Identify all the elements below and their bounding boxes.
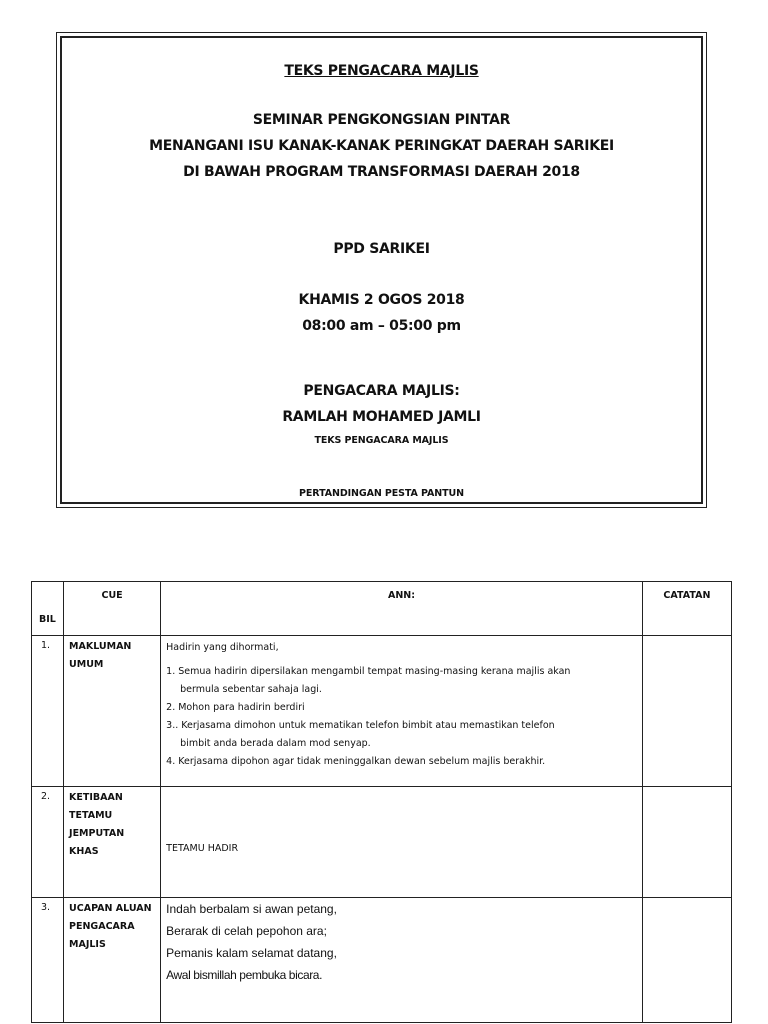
table-row [32, 898, 732, 1023]
ann-intro: Hadirin yang dihormati, [166, 642, 279, 653]
pantun-line: Berarak di celah pepohon ara; [166, 924, 327, 938]
row-cue [64, 636, 161, 787]
ann-text: TETAMU HADIR [166, 843, 239, 854]
cue-line: KHAS [69, 846, 99, 857]
row-catatan [642, 787, 731, 898]
row-announcement [161, 898, 643, 1023]
title-box-frame [56, 32, 707, 508]
row-number: 3. [32, 898, 64, 1023]
cue-line: UMUM [69, 659, 104, 670]
header-ann: ANN: [161, 582, 643, 636]
small-title: TEKS PENGACARA MAJLIS [314, 435, 449, 446]
cue-line: MAKLUMAN [69, 641, 132, 652]
event-date: KHAMIS 2 OGOS 2018 [298, 292, 465, 308]
cue-line: KETIBAAN [69, 792, 123, 803]
schedule-table [31, 581, 732, 1023]
title-box [60, 36, 703, 504]
organizer: PPD SARIKEI [333, 241, 430, 257]
row-announcement [161, 636, 643, 787]
ann-item-3: 3.. Kerjasama dimohon untuk mematikan telefon bimbit atau memastikan telefon [166, 720, 555, 731]
cue-line: PENGACARA [69, 921, 135, 932]
cue-line: JEMPUTAN [69, 828, 125, 839]
ann-item-2: 2. Mohon para hadirin berdiri [166, 702, 305, 713]
row-cue [64, 898, 161, 1023]
header-catatan: CATATAN [642, 582, 731, 636]
ann-item-4: 4. Kerjasama dipohon agar tidak meninggalkan dewan sebelum majlis berakhir. [166, 756, 546, 767]
ann-item-3-cont: bimbit anda berada dalam mod senyap. [180, 738, 371, 749]
emcee-name: RAMLAH MOHAMED JAMLI [282, 409, 481, 425]
header-bil-label: BIL [39, 614, 56, 625]
table-row [32, 636, 732, 787]
cue-line: TETAMU [69, 810, 113, 821]
header-bil [32, 582, 64, 636]
table-header-row [32, 582, 732, 636]
ann-item-1-cont: bermula sebentar sahaja lagi. [180, 684, 322, 695]
event-line-1: SEMINAR PENGKONGSIAN PINTAR [252, 112, 511, 128]
pantun-line: Pemanis kalam selamat datang, [166, 946, 337, 960]
row-catatan [642, 636, 731, 787]
row-cue [64, 787, 161, 898]
row-number: 1. [32, 636, 64, 787]
row-announcement [161, 787, 643, 898]
event-line-2: MENANGANI ISU KANAK-KANAK PERINGKAT DAERAH SARIKEI [149, 138, 614, 154]
row-catatan [642, 898, 731, 1023]
cue-line: UCAPAN ALUAN [69, 903, 152, 914]
table-row [32, 787, 732, 898]
event-line-3: DI BAWAH PROGRAM TRANSFORMASI DAERAH 2018 [183, 164, 580, 180]
header-cue: CUE [64, 582, 161, 636]
ann-item-1: 1. Semua hadirin dipersilakan mengambil tempat masing-masing kerana majlis akan [166, 666, 571, 677]
emcee-label: PENGACARA MAJLIS: [303, 383, 460, 399]
pantun-line: Indah berbalam si awan petang, [166, 902, 337, 916]
cover-footer: PERTANDINGAN PESTA PANTUN [299, 488, 464, 499]
cue-line: MAJLIS [69, 939, 106, 950]
row-number: 2. [32, 787, 64, 898]
pantun-line: Awal bismillah pembuka bicara. [166, 968, 323, 982]
event-time: 08:00 am – 05:00 pm [302, 318, 461, 334]
cover-heading: TEKS PENGACARA MAJLIS [284, 63, 479, 79]
